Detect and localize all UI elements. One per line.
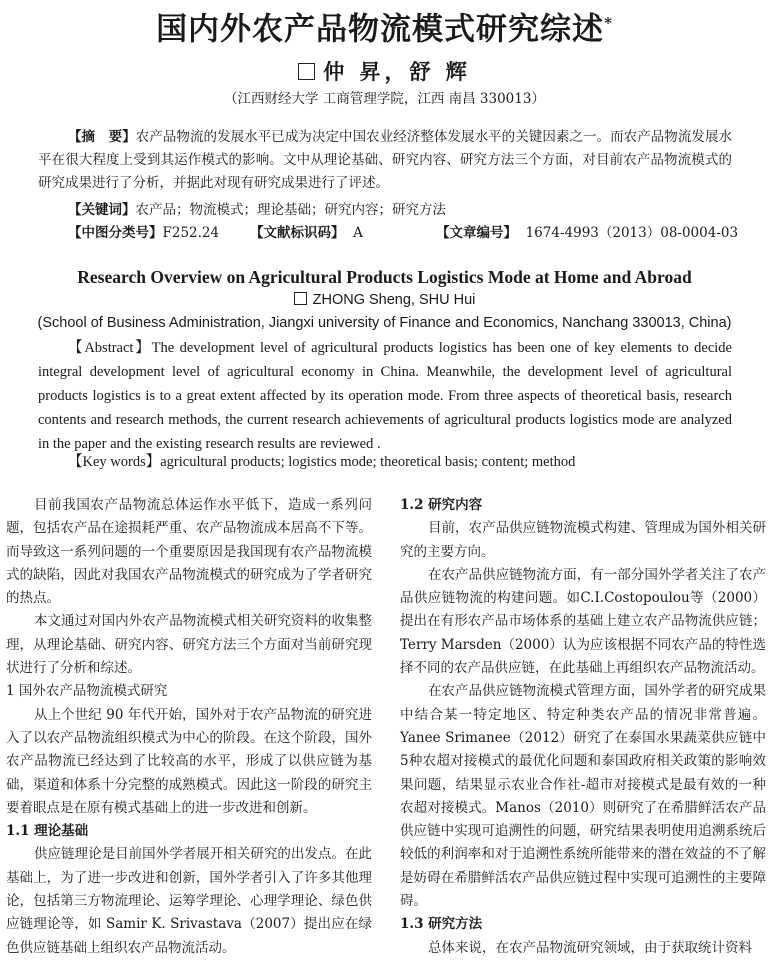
document-code: 【文献标识码】 A bbox=[250, 225, 363, 241]
section-heading: 1 国外农产品物流模式研究 bbox=[6, 683, 168, 700]
english-keywords: 【Key words】agricultural products; logistics mode; theoretical basis; content; method bbox=[68, 454, 576, 470]
subsection-heading: 1.1 理论基础 bbox=[6, 823, 89, 840]
body-left-column bbox=[6, 494, 372, 960]
english-title: Research Overview on Agricultural Products Logistics Mode at Home and Abroad bbox=[77, 267, 692, 287]
paragraph: 在农产品供应链物流模式管理方面，国外学者的研究成果中结合某一特定地区、特定种类农产品的情况非常普遍。Yanee Srimanee（2012）研究了在泰国水果蔬菜供应链中5种农超对接模式的最优化问题和泰国政府相关政策的影响效果问题，结果显示农业合作社-超市对接模式是最有效的一种农超对接模式。Manos（2010）则研究了在希腊鲜活农产品供应链中实现可追溯性的问题，研究结果表明使用追溯系统后较低的利润率和对于追溯性系统所能带来的潜在效益的不了解是妨碍在希腊鲜活农产品供应链过程中实现可追溯性的主要障碍。 bbox=[400, 683, 766, 910]
english-authors: ZHONG Sheng, SHU Hui bbox=[0, 289, 769, 311]
author-box-icon bbox=[294, 292, 307, 305]
authors: 仲 昇，舒 辉 bbox=[0, 58, 769, 86]
affiliation: （江西财经大学 工商管理学院，江西 南昌 330013） bbox=[224, 91, 545, 107]
paper-title: 国内外农产品物流模式研究综述* bbox=[156, 11, 613, 48]
body-right-column bbox=[400, 494, 766, 960]
paragraph: 总体来说，在农产品物流研究领域，由于获取统计资料 bbox=[428, 939, 752, 956]
paragraph: 在农产品供应链物流方面，有一部分国外学者关注了农产品供应链物流的构建问题。如C.I.Costopoulou等（2000）提出在有形农产品市场体系的基础上建立农产品物流供应链；Terry Marsden（2000）认为应该根据不同农产品的特性选择不同的农产品供应链，在此基础上再组织农产品物流活动。 bbox=[400, 566, 766, 677]
chinese-abstract: 【摘 要】农产品物流的发展水平已成为决定中国农业经济整体发展水平的关键因素之一。而农产品物流发展水平在很大程度上受到其运作模式的影响。文中从理论基础、研究内容、研究方法三个方面，对目前农产品物流模式的研究成果进行了分析，并据此对现有研究成果进行了评述。 bbox=[38, 129, 733, 191]
paragraph: 目前，农产品供应链物流模式构建、管理成为国外相关研究的主要方向。 bbox=[400, 520, 766, 560]
article-number: 【文章编号】 1674-4993（2013）08-0004-03 bbox=[436, 225, 739, 241]
chinese-keywords: 【关键词】农产品；物流模式；理论基础；研究内容；研究方法 bbox=[68, 202, 446, 218]
clc-number: 【中图分类号】F252.24 bbox=[68, 225, 220, 241]
paragraph: 从上个世纪 90 年代开始，国外对于农产品物流的研究进入了以农产品物流组织模式为中心的阶段。在这个阶段，国外农产品物流已经达到了比较高的水平，形成了以供应链为基础，渠道和体系十分完整的成熟模式。因此这一阶段的研究主要着眼点是在原有模式基础上的进一步改进和创新。 bbox=[6, 706, 372, 816]
english-affiliation: (School of Business Administration, Jiangxi university of Finance and Economics, Nanchang 330013, China) bbox=[37, 315, 732, 331]
author-box-icon bbox=[298, 63, 315, 80]
subsection-heading: 1.2 研究内容 bbox=[400, 497, 483, 513]
paragraph: 供应链理论是目前国外学者展开相关研究的出发点。在此基础上，为了进一步改进和创新，国外学者引入了许多其他理论，包括第三方物流理论、运筹学理论、心理学理论、绿色供应链理论等，如 Samir K. Srivastava（2007）提出应在绿色供应链基础上组织农产品物流活动。 bbox=[6, 846, 372, 956]
subsection-heading: 1.3 研究方法 bbox=[400, 916, 483, 933]
english-abstract: 【Abstract】The development level of agricultural products logistics has been one of key elements to decide integral development level of agricultural economy in China. Meanwhile, the development level of agricultural products logistics is to a great extent affected by its operation mode. From three aspects of theoretical basis, research contents and research methods, the current research achievements of agricultural products logistics mode are analyzed in the paper and the existing research results are reviewed . bbox=[38, 340, 732, 452]
paragraph: 本文通过对国内外农产品物流模式相关研究资料的收集整理，从理论基础、研究内容、研究方法三个方面对当前研究现状进行了分析和综述。 bbox=[6, 613, 372, 677]
paragraph: 目前我国农产品物流总体运作水平低下，造成一系列问题，包括农产品在途损耗严重、农产品物流成本居高不下等。而导致这一系列问题的一个重要原因是我国现有农产品物流模式的缺陷，因此对我国农产品物流模式的研究成为了学者研究的热点。 bbox=[6, 497, 372, 607]
